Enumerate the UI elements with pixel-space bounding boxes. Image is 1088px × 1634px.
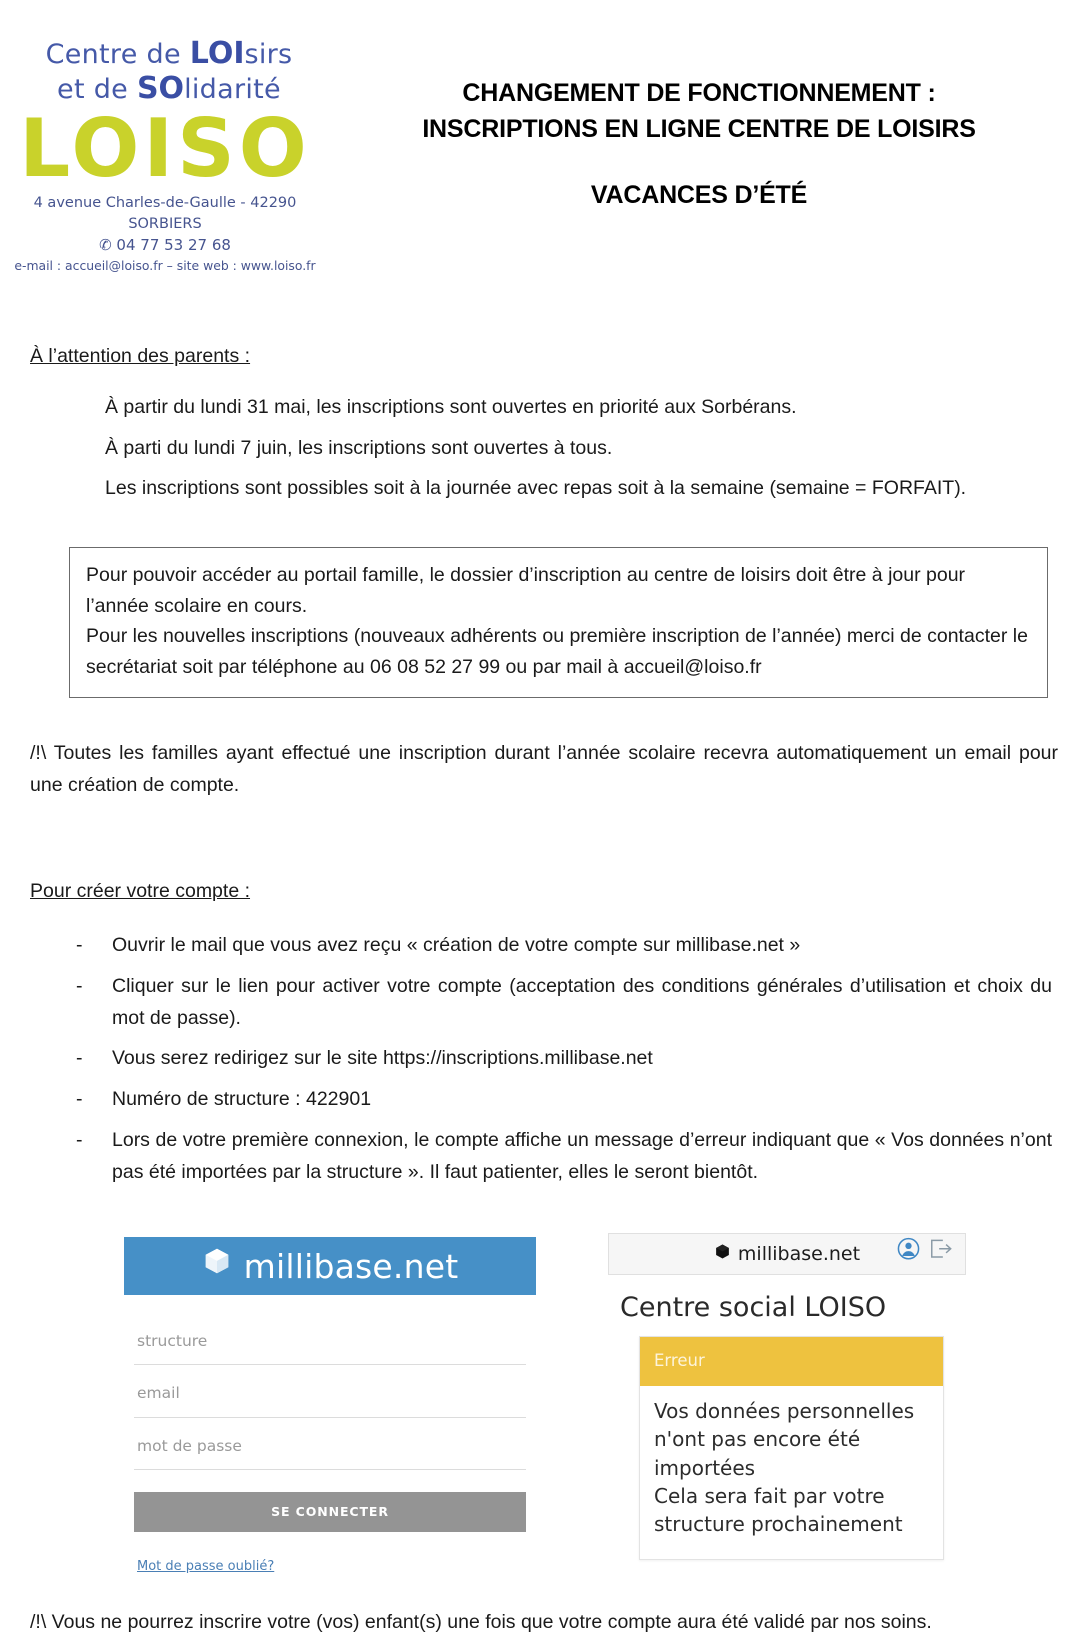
error-message-line: importées — [654, 1455, 756, 1480]
forgot-password-link[interactable]: Mot de passe oublié? — [137, 1558, 275, 1574]
millibase-error-screenshot — [608, 1233, 966, 1559]
parents-section-lines — [30, 392, 1058, 505]
logout-icon[interactable] — [929, 1238, 953, 1272]
error-message-line: structure prochainement — [654, 1512, 903, 1537]
list-item — [72, 930, 1058, 962]
logo-tagline-line1-bold: LOI — [189, 36, 245, 71]
error-message-line: Vos données personnelles — [654, 1398, 915, 1423]
notice-box — [69, 547, 1048, 698]
user-account-icon[interactable] — [897, 1238, 920, 1272]
logo-tagline-line2-part-a: et de — [57, 74, 137, 106]
login-submit-button[interactable]: SE CONNECTER — [134, 1492, 526, 1532]
app-brand — [714, 1239, 860, 1271]
bullet-dash-icon: - — [76, 1088, 83, 1111]
millibase-login-screenshot — [124, 1237, 536, 1577]
parents-line: Les inscriptions sont possibles soit à la journée avec repas soit à la semaine (semaine = FORFAIT). — [105, 477, 967, 500]
screenshots-row — [30, 1227, 1058, 1574]
app-topbar — [608, 1233, 966, 1275]
logo-tagline-line1 — [8, 36, 330, 71]
error-banner-label: Erreur — [640, 1337, 943, 1386]
logo-contact-block — [0, 193, 330, 275]
page-title-line1: CHANGEMENT DE FONCTIONNEMENT : — [462, 79, 936, 107]
create-account-heading: Pour créer votre compte : — [30, 879, 251, 902]
password-input[interactable]: mot de passe — [134, 1418, 526, 1470]
structure-name-heading: Centre social LOISO — [620, 1292, 887, 1324]
logo-tagline-line2-bold: SO — [136, 71, 185, 107]
list-item-label: Numéro de structure : 422901 — [112, 1088, 372, 1111]
logo-brandmark: LOISO — [19, 101, 311, 195]
create-account-steps — [30, 930, 1058, 1190]
logo-email-website: e-mail : accueil@loiso.fr – site web : www.loiso.fr — [14, 257, 316, 273]
notice-paragraph-2: Pour les nouvelles inscriptions (nouveaux adhérents ou première inscription de l’année) merci de contacter le secrétariat soit par téléphone au 06 08 52 27 99 ou par mail à accueil@loiso.fr — [86, 625, 1028, 679]
list-item-label: Ouvrir le mail que vous avez reçu « création de votre compte sur millibase.net » — [112, 933, 801, 956]
logo-address: 4 avenue Charles-de-Gaulle - 42290 SORBIERS — [33, 194, 297, 232]
document-body — [0, 341, 1088, 1574]
logo-tagline-line2-part-b: lidarité — [184, 74, 281, 106]
bullet-dash-icon: - — [76, 1047, 83, 1070]
loiso-logo — [0, 18, 330, 275]
list-item — [72, 1125, 1058, 1189]
error-message-line: n'ont pas encore été — [654, 1427, 861, 1452]
page-subtitle: VACANCES D’ÉTÉ — [590, 181, 808, 209]
list-item-label: Vous serez redirigez sur le site https://inscriptions.millibase.net — [112, 1047, 653, 1070]
email-input[interactable]: email — [134, 1365, 526, 1417]
cube-icon — [202, 1246, 232, 1287]
logo-phone: ✆ 04 77 53 27 68 — [99, 235, 231, 254]
list-item — [72, 1084, 1058, 1116]
title-block — [330, 18, 1088, 210]
logo-tagline-line1-part-a: Centre de — [45, 39, 190, 70]
error-card — [639, 1336, 944, 1560]
bullet-dash-icon: - — [76, 974, 83, 997]
list-item — [72, 1043, 1058, 1075]
page-title-line2: INSCRIPTIONS EN LIGNE CENTRE DE LOISIRS — [422, 114, 976, 143]
bullet-dash-icon: - — [76, 1129, 83, 1152]
cube-icon — [714, 1239, 731, 1271]
error-message-body — [640, 1386, 943, 1559]
topbar-actions — [897, 1238, 953, 1272]
list-item — [72, 971, 1058, 1035]
list-item-label: Lors de votre première connexion, le compte affiche un message d’erreur indiquant que « Vos données n’ont pas été importées par la structure ». Il faut patienter, elles le seront bientôt. — [112, 1129, 1052, 1184]
structure-input[interactable]: structure — [134, 1313, 526, 1365]
login-form — [124, 1295, 536, 1577]
document-header — [0, 0, 1088, 275]
login-header-bar — [124, 1237, 536, 1295]
parents-line: À partir du lundi 31 mai, les inscriptions sont ouvertes en priorité aux Sorbérans. — [105, 396, 797, 419]
parents-section-heading: À l’attention des parents : — [30, 344, 251, 367]
parents-line: À parti du lundi 7 juin, les inscriptions sont ouvertes à tous. — [105, 436, 613, 459]
login-brand-label: millibase.net — [243, 1246, 459, 1286]
notice-paragraph-1: Pour pouvoir accéder au portail famille, le dossier d’inscription au centre de loisirs doit être à jour pour l’année scolaire en cours. — [86, 563, 966, 617]
error-message-line: Cela sera fait par votre — [654, 1483, 885, 1508]
warning-paragraph: /!\ Toutes les familles ayant effectué une inscription durant l’année scolaire recevra automatiquement un email pour une création de compte. — [30, 742, 1058, 797]
app-brand-label: millibase.net — [737, 1242, 861, 1265]
logo-tagline-line1-part-b: sirs — [244, 39, 293, 70]
footer-note: /!\ Vous ne pourrez inscrire votre (vos) enfant(s) une fois que votre compte aura été validé par nos soins. — [30, 1611, 932, 1634]
list-item-label: Cliquer sur le lien pour activer votre compte (acceptation des conditions générales d’utilisation et choix du mot de passe). — [112, 974, 1052, 1029]
bullet-dash-icon: - — [76, 933, 83, 956]
